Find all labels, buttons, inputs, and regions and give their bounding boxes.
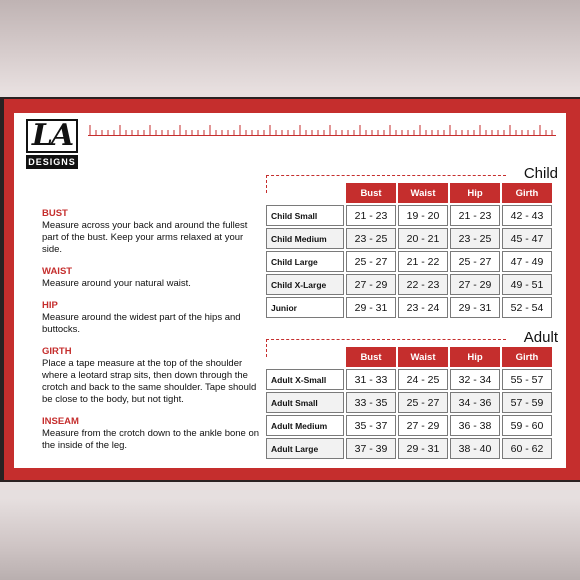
- col-header-girth: Girth: [502, 183, 552, 203]
- table-header-row: [266, 347, 552, 367]
- hip-value: 29 - 31: [450, 297, 500, 318]
- girth-value: 45 - 47: [502, 228, 552, 249]
- size-name: Adult Medium: [266, 415, 344, 436]
- girth-value: 47 - 49: [502, 251, 552, 272]
- adult-size-table: [264, 345, 554, 461]
- guide-section-hip: [42, 300, 262, 336]
- waist-value: 25 - 27: [398, 392, 448, 413]
- logo-mark: LA: [31, 118, 73, 153]
- guide-title: INSEAM: [42, 416, 79, 427]
- brand-logo: [26, 119, 81, 177]
- bust-value: 37 - 39: [346, 438, 396, 459]
- hip-value: 32 - 34: [450, 369, 500, 390]
- col-header-hip: Hip: [450, 183, 500, 203]
- table-row: [266, 415, 552, 436]
- guide-text: Measure from the crotch down to the ankle bone on the inside of the leg.: [42, 428, 260, 451]
- size-chart-card: [0, 97, 580, 482]
- col-header-hip: Hip: [450, 347, 500, 367]
- waist-value: 20 - 21: [398, 228, 448, 249]
- hip-value: 36 - 38: [450, 415, 500, 436]
- guide-section-bust: [42, 208, 262, 256]
- logo-mark-box: [26, 119, 78, 153]
- hip-value: 34 - 36: [450, 392, 500, 413]
- hip-value: 21 - 23: [450, 205, 500, 226]
- table-row: [266, 297, 552, 318]
- girth-value: 42 - 43: [502, 205, 552, 226]
- bust-value: 33 - 35: [346, 392, 396, 413]
- waist-value: 19 - 20: [398, 205, 448, 226]
- adult-section-label: Adult: [523, 329, 558, 346]
- girth-value: 55 - 57: [502, 369, 552, 390]
- header-blank: [266, 347, 344, 367]
- waist-value: 27 - 29: [398, 415, 448, 436]
- girth-value: 60 - 62: [502, 438, 552, 459]
- guide-title: HIP: [42, 300, 58, 311]
- guide-section-girth: [42, 346, 262, 406]
- size-name: Adult Small: [266, 392, 344, 413]
- measurement-guide: [42, 208, 262, 462]
- guide-section-waist: [42, 266, 262, 290]
- col-header-waist: Waist: [398, 347, 448, 367]
- size-name: Child Medium: [266, 228, 344, 249]
- col-header-bust: Bust: [346, 183, 396, 203]
- bust-value: 31 - 33: [346, 369, 396, 390]
- ruler-decoration: [88, 119, 556, 136]
- girth-value: 57 - 59: [502, 392, 552, 413]
- bust-value: 21 - 23: [346, 205, 396, 226]
- table-row: [266, 205, 552, 226]
- size-chart-panel: [14, 113, 566, 468]
- bust-value: 35 - 37: [346, 415, 396, 436]
- child-section-label: Child: [523, 165, 558, 182]
- table-row: [266, 392, 552, 413]
- table-row: [266, 274, 552, 295]
- size-name: Child Small: [266, 205, 344, 226]
- hip-value: 25 - 27: [450, 251, 500, 272]
- col-header-bust: Bust: [346, 347, 396, 367]
- waist-value: 29 - 31: [398, 438, 448, 459]
- guide-text: Measure around the widest part of the hips and buttocks.: [42, 312, 241, 335]
- girth-value: 52 - 54: [502, 297, 552, 318]
- guide-text: Measure across your back and around the fullest part of the bust. Keep your arms relaxed at your side.: [42, 220, 248, 255]
- table-row: [266, 251, 552, 272]
- child-size-table: [264, 181, 554, 320]
- girth-value: 59 - 60: [502, 415, 552, 436]
- adult-divider: [266, 339, 506, 340]
- hip-value: 38 - 40: [450, 438, 500, 459]
- waist-value: 21 - 22: [398, 251, 448, 272]
- size-name: Adult Large: [266, 438, 344, 459]
- table-row: [266, 369, 552, 390]
- table-header-row: [266, 183, 552, 203]
- col-header-waist: Waist: [398, 183, 448, 203]
- size-name: Adult X-Small: [266, 369, 344, 390]
- waist-value: 24 - 25: [398, 369, 448, 390]
- col-header-girth: Girth: [502, 347, 552, 367]
- child-divider: [266, 175, 506, 176]
- header-blank: [266, 183, 344, 203]
- size-name: Child X-Large: [266, 274, 344, 295]
- bust-value: 27 - 29: [346, 274, 396, 295]
- table-row: [266, 228, 552, 249]
- ruler-ticks: [88, 119, 556, 135]
- waist-value: 22 - 23: [398, 274, 448, 295]
- size-name: Junior: [266, 297, 344, 318]
- guide-text: Place a tape measure at the top of the shoulder where a leotard strap sits, then down through the crotch and back to the same shoulder. Tape should be close to the body, but not tight.: [42, 358, 257, 405]
- guide-section-inseam: [42, 416, 262, 452]
- guide-title: GIRTH: [42, 346, 72, 357]
- guide-title: BUST: [42, 208, 68, 219]
- logo-wordmark: DESIGNS: [26, 155, 78, 169]
- size-name: Child Large: [266, 251, 344, 272]
- card-edge: [0, 99, 4, 480]
- bust-value: 25 - 27: [346, 251, 396, 272]
- bust-value: 29 - 31: [346, 297, 396, 318]
- waist-value: 23 - 24: [398, 297, 448, 318]
- guide-text: Measure around your natural waist.: [42, 278, 191, 289]
- bust-value: 23 - 25: [346, 228, 396, 249]
- girth-value: 49 - 51: [502, 274, 552, 295]
- guide-title: WAIST: [42, 266, 73, 277]
- table-row: [266, 438, 552, 459]
- hip-value: 23 - 25: [450, 228, 500, 249]
- hip-value: 27 - 29: [450, 274, 500, 295]
